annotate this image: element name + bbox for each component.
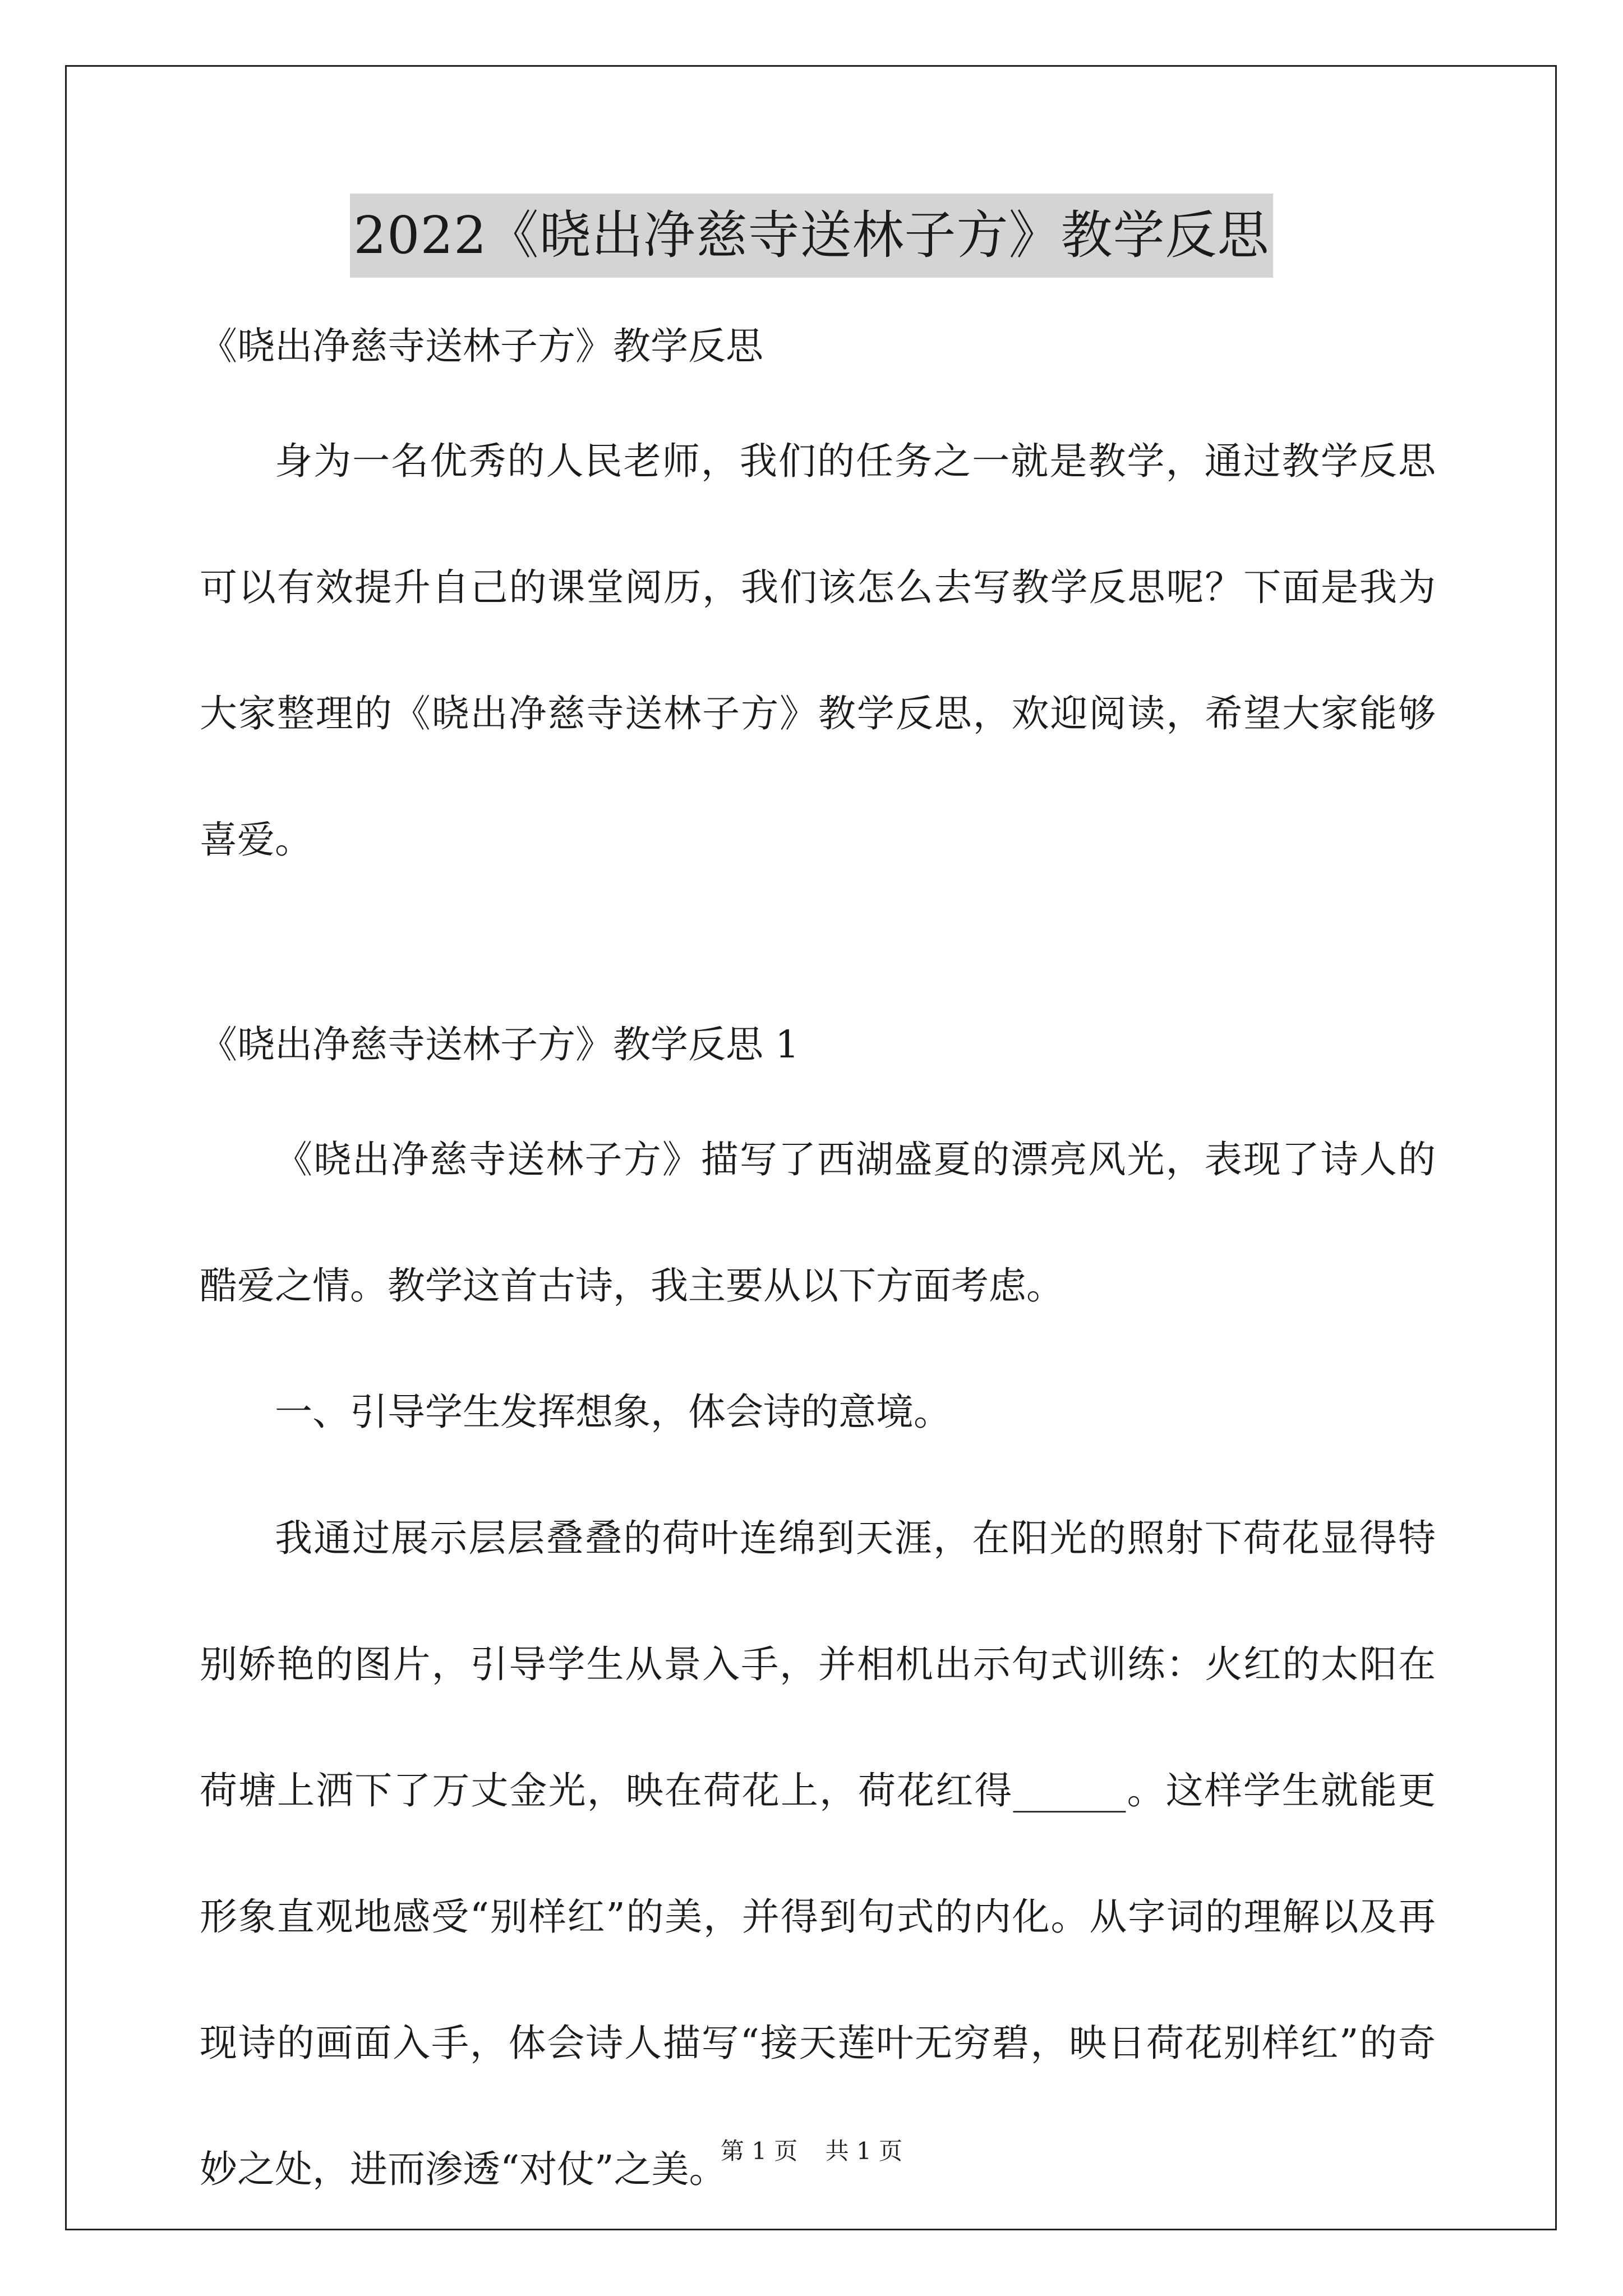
intro-paragraph: 身为一名优秀的人民老师，我们的任务之一就是教学，通过教学反思可以有效提升自己的课堂阅历，我们该怎么去写教学反思呢？下面是我为大家整理的《晓出净慈寺送林子方》教学反思，欢迎阅读，希望大家能够喜爱。	[200, 439, 1436, 862]
document-subtitle: 《晓出净慈寺送林子方》教学反思	[200, 324, 763, 368]
total-pages: 共 1 页	[825, 2137, 903, 2165]
page-number: 第 1 页	[720, 2137, 798, 2165]
page-footer	[0, 2134, 1623, 2168]
document-title: 2022《晓出净慈寺送林子方》教学反思	[350, 194, 1272, 278]
title-container	[0, 194, 1623, 278]
body-paragraph-3: 我通过展示层层叠叠的荷叶连绵到天涯，在阳光的照射下荷花显得特别娇艳的图片，引导学生从景入手，并相机出示句式训练：火红的太阳在荷塘上洒下了万丈金光，映在荷花上，荷花红得______。这样学生就能更形象直观地感受“别样红”的美，并得到句式的内化。从字词的理解以及再现诗的画面入手，体会诗人描写“接天莲叶无穷碧，映日荷花别样红”的奇妙之处，进而渗透“对仗”之美。	[200, 1516, 1436, 2191]
body-paragraph-1: 《晓出净慈寺送林子方》描写了西湖盛夏的漂亮风光，表现了诗人的酷爱之情。教学这首古诗，我主要从以下方面考虑。	[200, 1138, 1436, 1308]
document-body	[200, 320, 1436, 2233]
section-heading: 《晓出净慈寺送林子方》教学反思 1	[200, 1023, 799, 1066]
body-paragraph-2: 一、引导学生发挥想象，体会诗的意境。	[275, 1390, 951, 1434]
